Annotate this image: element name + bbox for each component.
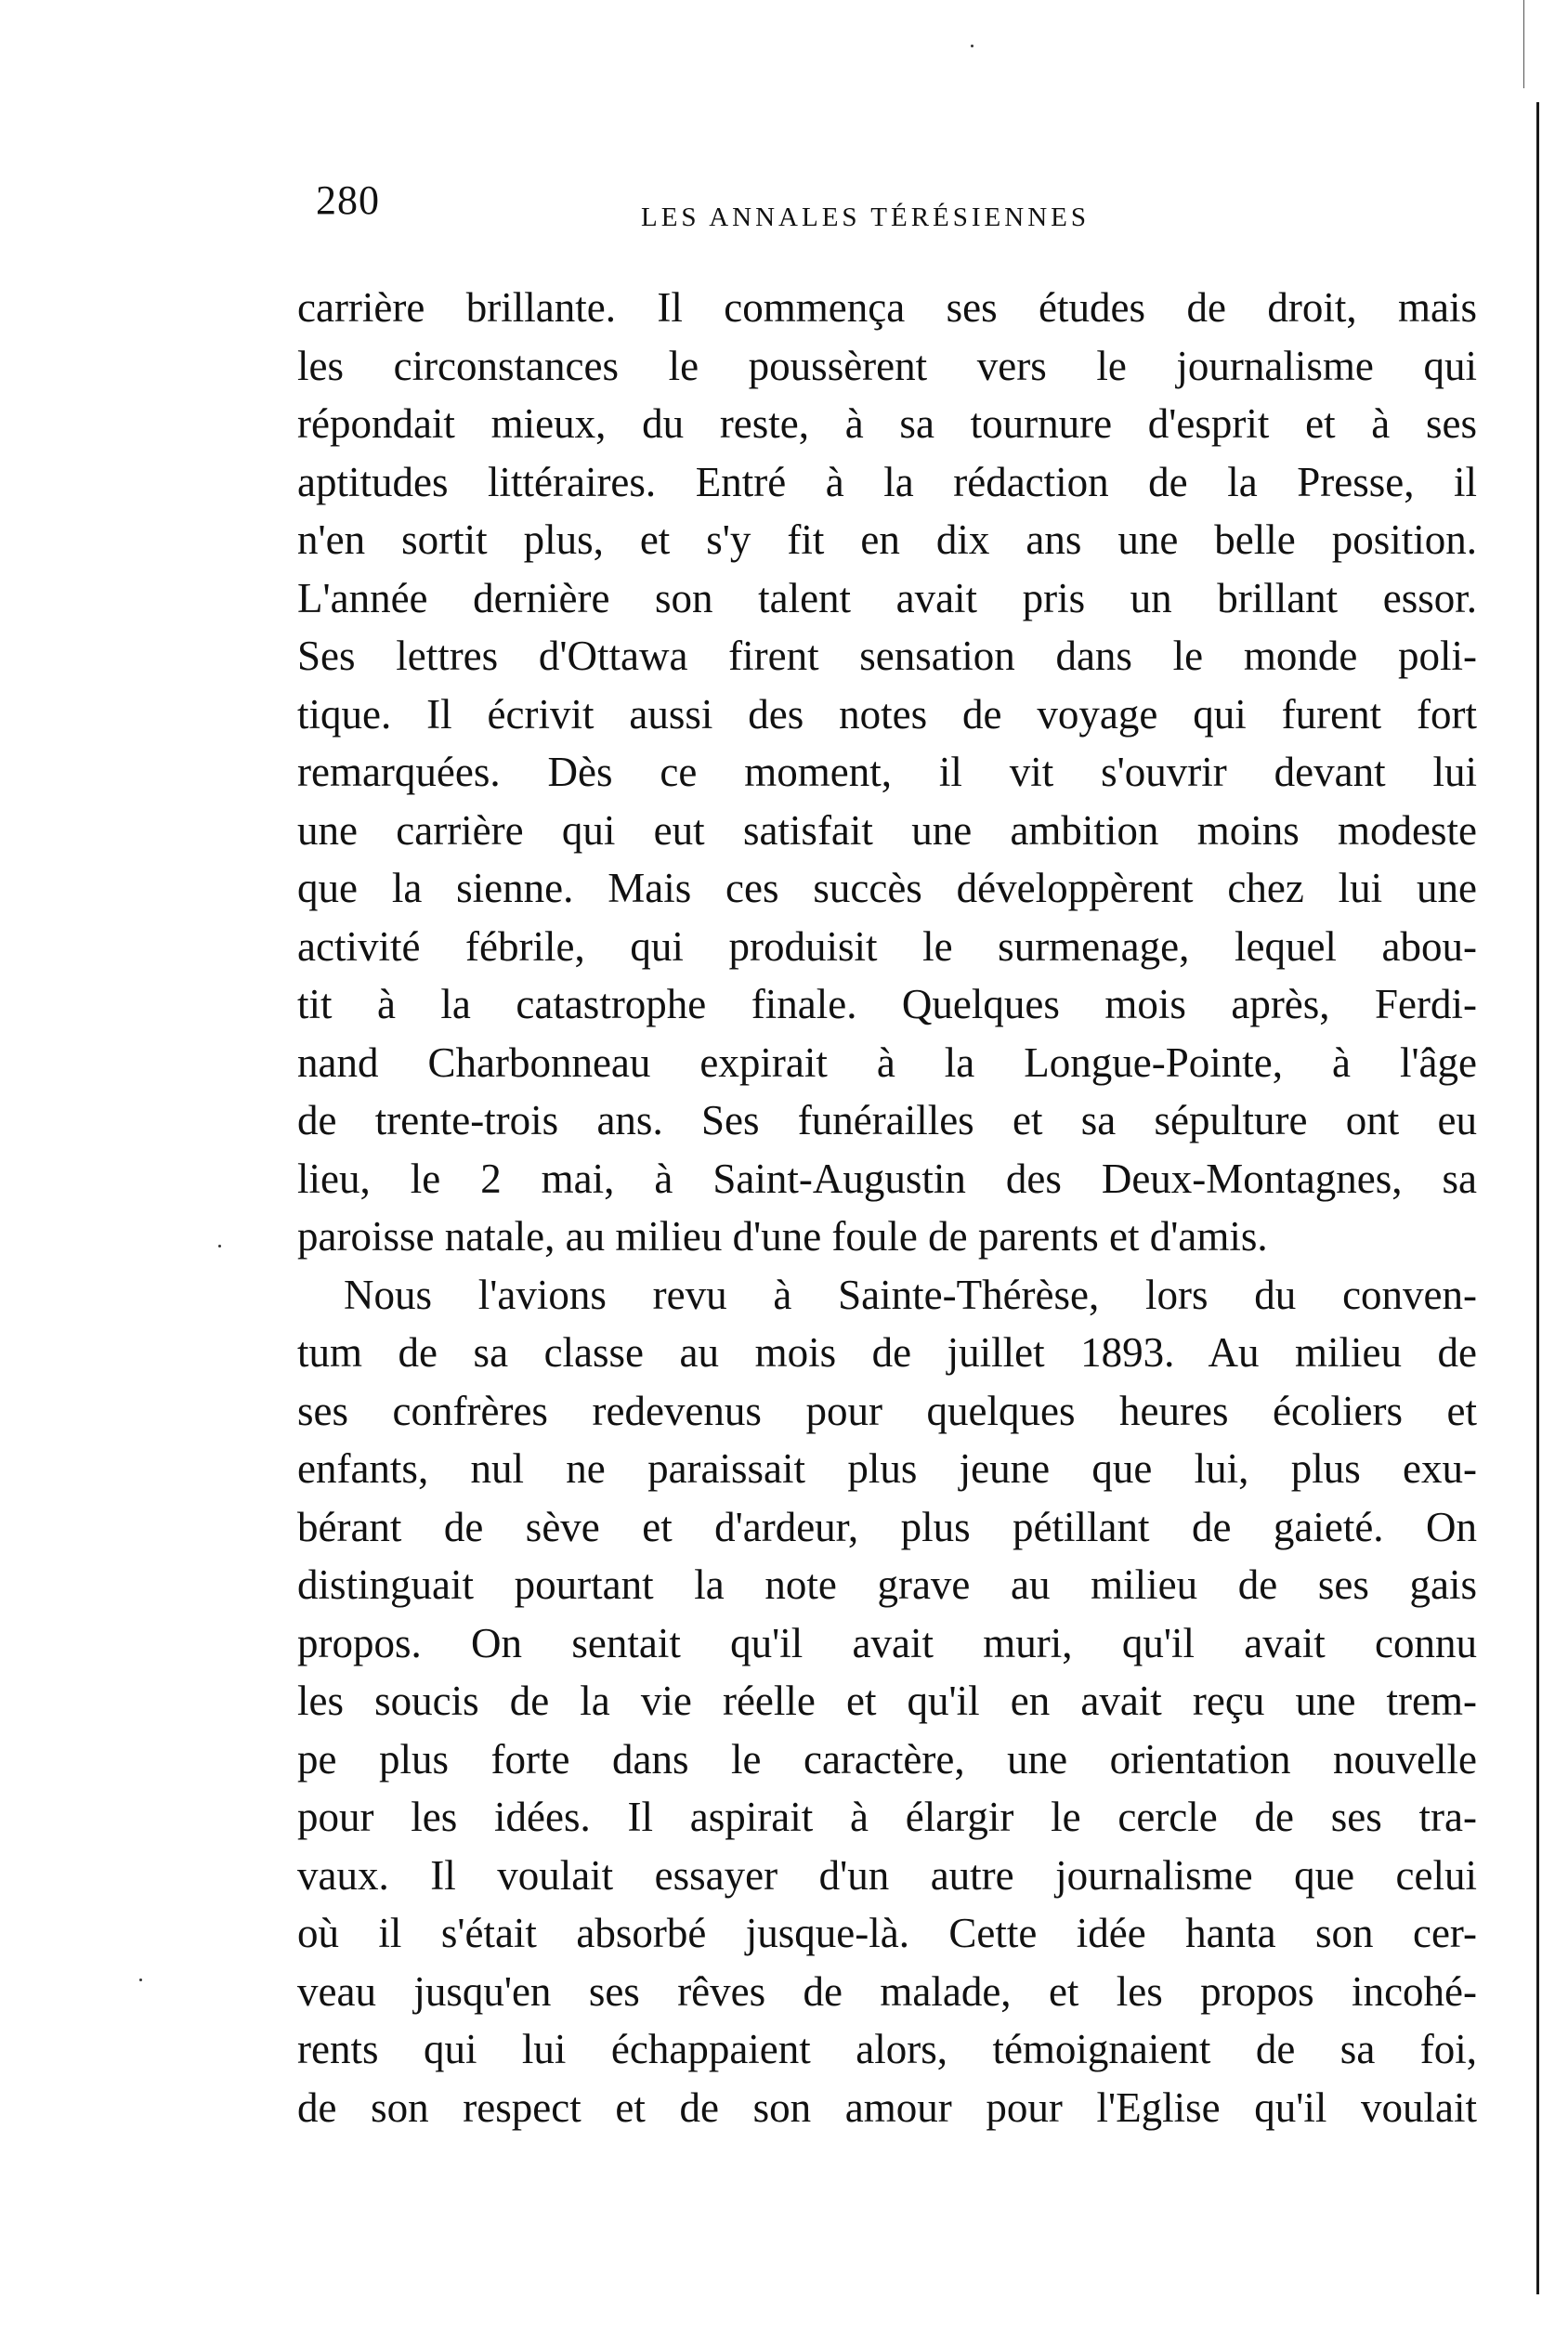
text-line: bérant de sève et d'ardeur, plus pétillant de gaieté. On bbox=[297, 1503, 1477, 1550]
scan-speck bbox=[139, 1979, 142, 1981]
page-edge-line bbox=[1523, 0, 1524, 88]
text-line: aptitudes littéraires. Entré à la rédaction de la Presse, il bbox=[297, 458, 1477, 505]
running-head: LES ANNALES TÉRÉSIENNES bbox=[641, 202, 1090, 232]
text-line: activité fébrile, qui produisit le surmenage, lequel abou- bbox=[297, 922, 1477, 970]
text-line: distinguait pourtant la note grave au milieu de ses gais bbox=[297, 1561, 1477, 1608]
text-line: les soucis de la vie réelle et qu'il en avait reçu une trem- bbox=[297, 1678, 1477, 1724]
text-line: L'année dernière son talent avait pris un brillant essor. bbox=[297, 574, 1477, 621]
text-line: propos. On sentait qu'il avait muri, qu'il avait connu bbox=[297, 1619, 1477, 1666]
text-line: vaux. Il voulait essayer d'un autre journalisme que celui bbox=[297, 1851, 1477, 1899]
text-line: que la sienne. Mais ces succès développèrent chez lui une bbox=[297, 865, 1477, 911]
text-line: tum de sa classe au mois de juillet 1893. Au milieu de bbox=[297, 1329, 1477, 1376]
text-line: veau jusqu'en ses rêves de malade, et les propos incohé- bbox=[297, 1967, 1477, 2015]
text-line: carrière brillante. Il commença ses études de droit, mais bbox=[297, 284, 1477, 331]
scan-speck bbox=[218, 1245, 221, 1247]
text-line: enfants, nul ne paraissait plus jeune que lui, plus exu- bbox=[297, 1445, 1477, 1492]
text-line: de son respect et de son amour pour l'Eglise qu'il voulait bbox=[297, 2083, 1477, 2131]
scan-speck bbox=[971, 45, 973, 47]
text-line: tique. Il écrivit aussi des notes de voyage qui furent fort bbox=[297, 690, 1477, 738]
text-line: rents qui lui échappaient alors, témoignaient de sa foi, bbox=[297, 2026, 1477, 2072]
text-line: une carrière qui eut satisfait une ambition moins modeste bbox=[297, 806, 1477, 854]
page-number: 280 bbox=[316, 177, 380, 223]
text-line: paroisse natale, au milieu d'une foule de parents et d'amis. bbox=[297, 1213, 1268, 1260]
text-line: pour les idées. Il aspirait à élargir le cercle de ses tra- bbox=[297, 1794, 1477, 1840]
paragraph-2 bbox=[297, 1266, 1477, 2137]
page-binding-edge bbox=[1536, 102, 1539, 2294]
text-line: Ses lettres d'Ottawa firent sensation dans le monde poli- bbox=[297, 633, 1477, 679]
text-line: les circonstances le poussèrent vers le journalisme qui bbox=[297, 342, 1477, 389]
body-text bbox=[297, 279, 1477, 2136]
text-line: pe plus forte dans le caractère, une orientation nouvelle bbox=[297, 1735, 1477, 1783]
paragraph-1 bbox=[297, 279, 1477, 1266]
text-line: répondait mieux, du reste, à sa tournure d'esprit et à ses bbox=[297, 400, 1477, 447]
text-line: tit à la catastrophe finale. Quelques mois après, Ferdi- bbox=[297, 981, 1477, 1027]
text-line: ses confrères redevenus pour quelques heures écoliers et bbox=[297, 1387, 1477, 1434]
text-line: Nous l'avions revu à Sainte-Thérèse, lors du conven- bbox=[344, 1271, 1477, 1318]
text-line: remarquées. Dès ce moment, il vit s'ouvrir devant lui bbox=[297, 749, 1477, 795]
text-line: n'en sortit plus, et s'y fit en dix ans une belle position. bbox=[297, 516, 1477, 563]
text-line: nand Charbonneau expirait à la Longue-Pointe, à l'âge bbox=[297, 1038, 1477, 1086]
text-line: de trente-trois ans. Ses funérailles et sa sépulture ont eu bbox=[297, 1097, 1477, 1143]
text-line: lieu, le 2 mai, à Saint-Augustin des Deux-Montagnes, sa bbox=[297, 1155, 1477, 1202]
text-line: où il s'était absorbé jusque-là. Cette idée hanta son cer- bbox=[297, 1910, 1477, 1956]
